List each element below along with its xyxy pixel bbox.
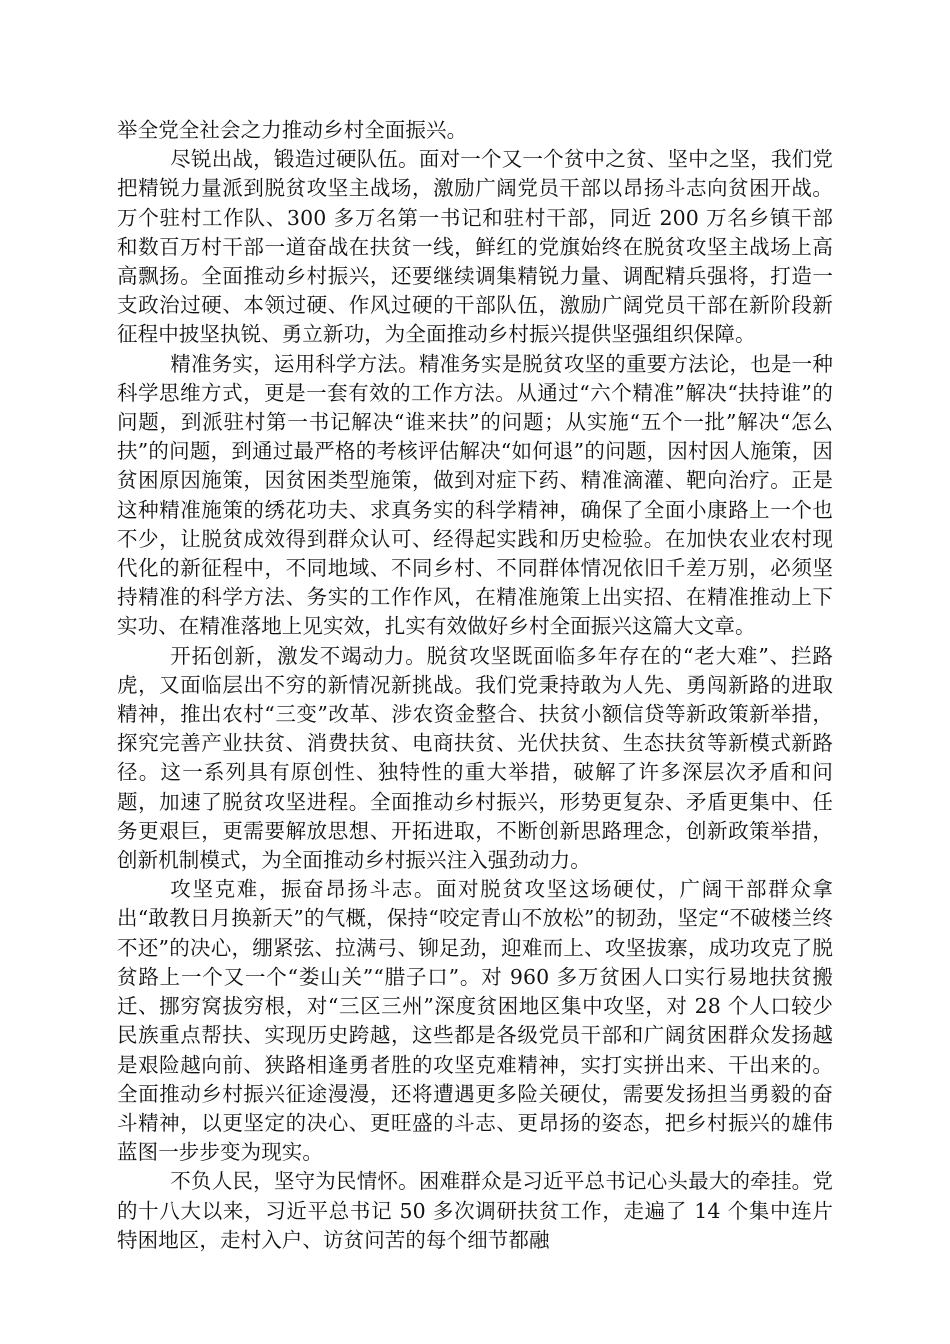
paragraph-continuation: 举全党全社会之力推动乡村全面振兴。 (117, 118, 468, 142)
paragraph-tackling-difficulties: 攻坚克难，振奋昂扬斗志。面对脱贫攻坚这场硬仗，广阔干部群众拿出“敢教日月换新天”的气概，保持“咬定青山不放松”的韧劲，坚定“不破楼兰终不还”的决心，绷紧弦、拉满弓、铆足劲，迎难而上、攻坚拔寨，成功攻克了脱贫路上一个又一个“娄山关”“腊子口”。对 960 多万贫困人口实行易地扶贫搬迁、挪穷窝拔穷根，对“三区三州”深度贫困地区集中攻坚，对 28 个人口较少民族重点帮扶、实现历史跨越，这些都是各级党员干部和广阔贫困群众发扬越是艰险越向前、狭路相逢勇者胜的攻坚克难精神，实打实拼出来、干出来的。全面推动乡村振兴征途漫漫，还将遭遇更多险关硬仗，需要发扬担当勇毅的奋斗精神，以更坚定的决心、更旺盛的斗志、更昂扬的姿态，把乡村振兴的雄伟蓝图一步步变为现实。 (117, 877, 833, 1165)
document-body (117, 116, 833, 1255)
paragraph-innovation: 开拓创新，激发不竭动力。脱贫攻坚既面临多年存在的“老大难”、拦路虎，又面临层出不穷的新情况新挑战。我们党秉持敢为人先、勇闯新路的进取精神，推出农村“三变”改革、涉农资金整合、扶贫小额信贷等新政策新举措，探究完善产业扶贫、消费扶贫、电商扶贫、光伏扶贫、生态扶贫等新模式新路径。这一系列具有原创性、独特性的重大举措，破解了许多深层次矛盾和问题，加速了脱贫攻坚进程。全面推动乡村振兴，形势更复杂、矛盾更集中、任务更艰巨，更需要解放思想、开拓进取，不断创新思路理念，创新政策举措，创新机制模式，为全面推动乡村振兴注入强劲动力。 (117, 643, 833, 873)
paragraph-precision: 精准务实，运用科学方法。精准务实是脱贫攻坚的重要方法论，也是一种科学思维方式，更是一套有效的工作方法。从通过“六个精准”解决“扶持谁”的问题，到派驻村第一书记解决“谁来扶”的问题；从实施“五个一批”解决“怎么扶”的问题，到通过最严格的考核评估解决“如何退”的问题，因村因人施策，因贫困原因施策，因贫困类型施策，做到对症下药、精准滴灌、靶向治疗。正是这种精准施策的绣花功夫、求真务实的科学精神，确保了全面小康路上一个也不少，让脱贫成效得到群众认可、经得起实践和历史检验。在加快农业农村现代化的新征程中，不同地域、不同乡村、不同群体情况依旧千差万别，必须坚持精准的科学方法、务实的工作作风，在精准施策上出实招、在精准推动上下实功、在精准落地上见实效，扎实有效做好乡村全面振兴这篇大文章。 (117, 351, 833, 639)
paragraph-elite-forces: 尽锐出战，锻造过硬队伍。面对一个又一个贫中之贫、坚中之坚，我们党把精锐力量派到脱贫攻坚主战场，激励广阔党员干部以昂扬斗志向贫困开战。万个驻村工作队、300 多万名第一书记和驻村干部，同近 200 万名乡镇干部和数百万村干部一道奋战在扶贫一线，鲜红的党旗始终在脱贫攻坚主战场上高高飘扬。全面推动乡村振兴，还要继续调集精锐力量、调配精兵强将，打造一支政治过硬、本领过硬、作风过硬的干部队伍，激励广阔党员干部在新阶段新征程中披坚执锐、勇立新功，为全面推动乡村振兴提供坚强组织保障。 (117, 147, 833, 347)
paragraph-people: 不负人民，坚守为民情怀。困难群众是习近平总书记心头最大的牵挂。党的十八大以来，习近平总书记 50 多次调研扶贫工作，走遍了 14 个集中连片特困地区，走村入户、访贫问苦的每个细节都融 (117, 1169, 833, 1252)
